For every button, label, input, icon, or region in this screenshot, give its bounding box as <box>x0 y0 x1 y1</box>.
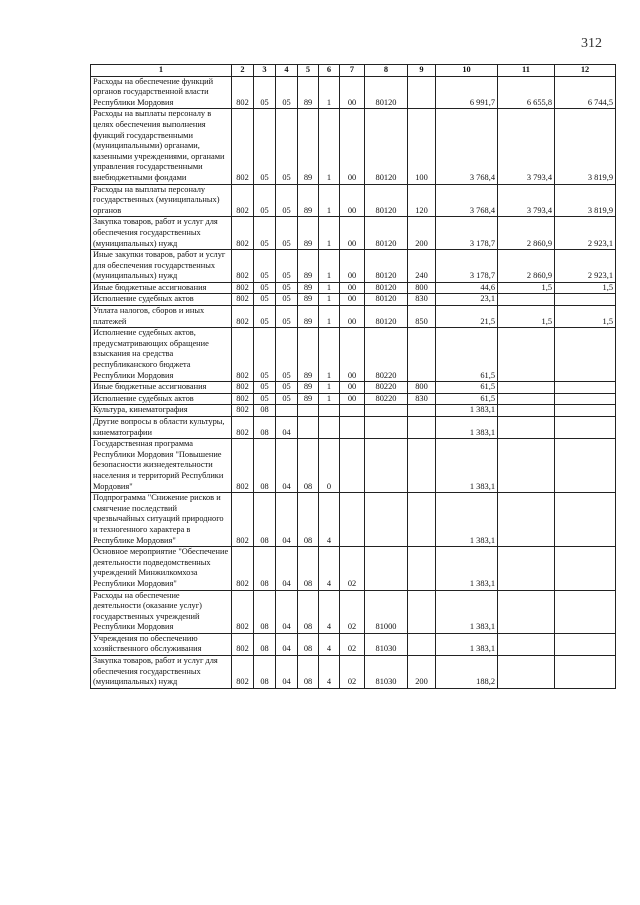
amount-year-3 <box>555 328 616 382</box>
subprogram-code: 4 <box>319 633 340 655</box>
event-code: 00 <box>340 328 365 382</box>
amount-year-1: 3 178,7 <box>436 250 498 283</box>
amount-year-1: 3 768,4 <box>436 184 498 217</box>
column-header: 2 <box>232 65 254 77</box>
amount-year-1: 23,1 <box>436 294 498 306</box>
expense-code <box>365 439 408 493</box>
table-body <box>91 76 616 688</box>
section-code: 05 <box>254 76 276 109</box>
amount-year-2: 6 655,8 <box>498 76 555 109</box>
amount-year-2 <box>498 405 555 417</box>
expense-code: 80120 <box>365 184 408 217</box>
table-row <box>91 393 616 405</box>
amount-year-1: 188,2 <box>436 656 498 689</box>
amount-year-3 <box>555 547 616 590</box>
amount-year-2 <box>498 393 555 405</box>
program-code: 08 <box>298 633 319 655</box>
type-code: 240 <box>408 250 436 283</box>
amount-year-2 <box>498 382 555 394</box>
amount-year-1: 1 383,1 <box>436 547 498 590</box>
type-code <box>408 417 436 439</box>
type-code: 830 <box>408 393 436 405</box>
subprogram-code: 4 <box>319 590 340 633</box>
row-name: Иные бюджетные ассигнования <box>91 282 232 294</box>
amount-year-3 <box>555 294 616 306</box>
program-code <box>298 417 319 439</box>
program-code: 08 <box>298 590 319 633</box>
table-row <box>91 547 616 590</box>
subsection-code: 05 <box>276 306 298 328</box>
subsection-code: 05 <box>276 250 298 283</box>
subsection-code: 04 <box>276 493 298 547</box>
type-code: 100 <box>408 109 436 184</box>
row-name: Расходы на обеспечение деятельности (оказание услуг) государственных учреждений Республики Мордовия <box>91 590 232 633</box>
row-name: Подпрограмма "Снижение рисков и смягчение последствий чрезвычайных ситуаций природного и техногенного характера в Республике Мордовия" <box>91 493 232 547</box>
amount-year-1: 1 383,1 <box>436 439 498 493</box>
subsection-code: 05 <box>276 282 298 294</box>
section-code: 08 <box>254 656 276 689</box>
table-row <box>91 250 616 283</box>
table-header-row <box>91 65 616 77</box>
event-code: 02 <box>340 547 365 590</box>
program-code: 89 <box>298 109 319 184</box>
event-code <box>340 439 365 493</box>
section-code: 05 <box>254 382 276 394</box>
expense-code: 80220 <box>365 382 408 394</box>
type-code <box>408 76 436 109</box>
event-code: 00 <box>340 294 365 306</box>
amount-year-3: 3 819,9 <box>555 109 616 184</box>
subprogram-code <box>319 405 340 417</box>
amount-year-3 <box>555 417 616 439</box>
subprogram-code: 4 <box>319 656 340 689</box>
type-code <box>408 633 436 655</box>
amount-year-2 <box>498 328 555 382</box>
row-name: Исполнение судебных актов <box>91 294 232 306</box>
section-code: 08 <box>254 439 276 493</box>
chapter-code: 802 <box>232 294 254 306</box>
section-code: 08 <box>254 493 276 547</box>
table-row <box>91 217 616 250</box>
row-name: Учреждения по обеспечению хозяйственного обслуживания <box>91 633 232 655</box>
subsection-code: 04 <box>276 590 298 633</box>
expense-code <box>365 417 408 439</box>
row-name: Исполнение судебных актов <box>91 393 232 405</box>
event-code <box>340 493 365 547</box>
event-code: 02 <box>340 656 365 689</box>
amount-year-3: 2 923,1 <box>555 250 616 283</box>
section-code: 05 <box>254 217 276 250</box>
row-name: Закупка товаров, работ и услуг для обеспечения государственных (муниципальных) нужд <box>91 217 232 250</box>
subprogram-code: 1 <box>319 76 340 109</box>
amount-year-1: 61,5 <box>436 382 498 394</box>
column-header: 1 <box>91 65 232 77</box>
chapter-code: 802 <box>232 184 254 217</box>
type-code: 850 <box>408 306 436 328</box>
subprogram-code: 1 <box>319 184 340 217</box>
program-code: 89 <box>298 76 319 109</box>
subsection-code: 05 <box>276 382 298 394</box>
section-code: 08 <box>254 590 276 633</box>
amount-year-3 <box>555 656 616 689</box>
subsection-code: 05 <box>276 109 298 184</box>
amount-year-3: 1,5 <box>555 306 616 328</box>
table-row <box>91 439 616 493</box>
type-code: 200 <box>408 217 436 250</box>
program-code: 89 <box>298 250 319 283</box>
table-row <box>91 294 616 306</box>
chapter-code: 802 <box>232 417 254 439</box>
amount-year-3: 6 744,5 <box>555 76 616 109</box>
amount-year-3 <box>555 405 616 417</box>
column-header: 3 <box>254 65 276 77</box>
expense-code: 81030 <box>365 633 408 655</box>
table-row <box>91 417 616 439</box>
amount-year-2 <box>498 493 555 547</box>
column-header: 10 <box>436 65 498 77</box>
event-code: 00 <box>340 393 365 405</box>
event-code: 02 <box>340 590 365 633</box>
subprogram-code: 1 <box>319 294 340 306</box>
column-header: 6 <box>319 65 340 77</box>
chapter-code: 802 <box>232 590 254 633</box>
amount-year-2 <box>498 590 555 633</box>
row-name: Закупка товаров, работ и услуг для обеспечения государственных (муниципальных) нужд <box>91 656 232 689</box>
section-code: 05 <box>254 328 276 382</box>
type-code: 800 <box>408 382 436 394</box>
chapter-code: 802 <box>232 439 254 493</box>
subsection-code: 04 <box>276 633 298 655</box>
table-row <box>91 656 616 689</box>
table-row <box>91 590 616 633</box>
amount-year-3 <box>555 590 616 633</box>
expense-code: 80120 <box>365 76 408 109</box>
section-code: 08 <box>254 417 276 439</box>
subprogram-code: 0 <box>319 439 340 493</box>
chapter-code: 802 <box>232 633 254 655</box>
subsection-code: 04 <box>276 656 298 689</box>
column-header: 5 <box>298 65 319 77</box>
chapter-code: 802 <box>232 217 254 250</box>
row-name: Расходы на обеспечение функций органов государственной власти Республики Мордовия <box>91 76 232 109</box>
expense-code: 80120 <box>365 217 408 250</box>
expense-code <box>365 405 408 417</box>
chapter-code: 802 <box>232 656 254 689</box>
subprogram-code: 1 <box>319 382 340 394</box>
type-code: 800 <box>408 282 436 294</box>
amount-year-1: 6 991,7 <box>436 76 498 109</box>
table-row <box>91 493 616 547</box>
amount-year-2 <box>498 294 555 306</box>
table-row <box>91 328 616 382</box>
event-code: 00 <box>340 382 365 394</box>
row-name: Расходы на выплаты персоналу государственных (муниципальных) органов <box>91 184 232 217</box>
amount-year-1: 1 383,1 <box>436 633 498 655</box>
event-code: 02 <box>340 633 365 655</box>
row-name: Основное мероприятие "Обеспечение деятельности подведомственных учреждений Минжилкомхоза Республики Мордовия" <box>91 547 232 590</box>
program-code: 89 <box>298 393 319 405</box>
program-code: 89 <box>298 282 319 294</box>
amount-year-2: 3 793,4 <box>498 184 555 217</box>
row-name: Исполнение судебных актов, предусматривающих обращение взыскания на средства республиканского бюджета Республики Мордовия <box>91 328 232 382</box>
amount-year-1: 1 383,1 <box>436 417 498 439</box>
amount-year-3 <box>555 382 616 394</box>
subprogram-code: 1 <box>319 217 340 250</box>
program-code: 08 <box>298 439 319 493</box>
event-code: 00 <box>340 184 365 217</box>
type-code <box>408 547 436 590</box>
column-header: 7 <box>340 65 365 77</box>
expense-code: 81000 <box>365 590 408 633</box>
type-code <box>408 405 436 417</box>
event-code <box>340 417 365 439</box>
row-name: Уплата налогов, сборов и иных платежей <box>91 306 232 328</box>
program-code: 89 <box>298 217 319 250</box>
program-code: 89 <box>298 294 319 306</box>
program-code: 08 <box>298 656 319 689</box>
subsection-code: 05 <box>276 76 298 109</box>
subsection-code: 04 <box>276 439 298 493</box>
program-code: 08 <box>298 547 319 590</box>
section-code: 08 <box>254 547 276 590</box>
column-header: 4 <box>276 65 298 77</box>
expense-code: 80120 <box>365 294 408 306</box>
event-code: 00 <box>340 76 365 109</box>
subprogram-code: 4 <box>319 547 340 590</box>
column-header: 9 <box>408 65 436 77</box>
section-code: 05 <box>254 393 276 405</box>
row-name: Государственная программа Республики Мордовия "Повышение безопасности жизнедеятельности населения и территорий Республики Мордовия" <box>91 439 232 493</box>
section-code: 08 <box>254 633 276 655</box>
expense-code: 80220 <box>365 393 408 405</box>
subsection-code: 05 <box>276 393 298 405</box>
event-code: 00 <box>340 306 365 328</box>
chapter-code: 802 <box>232 493 254 547</box>
amount-year-1: 1 383,1 <box>436 405 498 417</box>
subsection-code: 05 <box>276 217 298 250</box>
program-code: 89 <box>298 328 319 382</box>
amount-year-1: 3 178,7 <box>436 217 498 250</box>
amount-year-1: 21,5 <box>436 306 498 328</box>
expense-code: 80120 <box>365 282 408 294</box>
table-row <box>91 76 616 109</box>
program-code: 89 <box>298 184 319 217</box>
row-name: Культура, кинематография <box>91 405 232 417</box>
chapter-code: 802 <box>232 547 254 590</box>
table-row <box>91 306 616 328</box>
amount-year-2 <box>498 417 555 439</box>
amount-year-1: 44,6 <box>436 282 498 294</box>
amount-year-1: 61,5 <box>436 393 498 405</box>
section-code: 05 <box>254 306 276 328</box>
section-code: 05 <box>254 294 276 306</box>
subprogram-code: 1 <box>319 393 340 405</box>
section-code: 05 <box>254 282 276 294</box>
expense-code: 80220 <box>365 328 408 382</box>
chapter-code: 802 <box>232 405 254 417</box>
amount-year-2: 1,5 <box>498 282 555 294</box>
table-row <box>91 405 616 417</box>
subsection-code: 05 <box>276 184 298 217</box>
type-code <box>408 439 436 493</box>
amount-year-2 <box>498 656 555 689</box>
subprogram-code: 1 <box>319 109 340 184</box>
amount-year-1: 1 383,1 <box>436 493 498 547</box>
section-code: 05 <box>254 250 276 283</box>
program-code <box>298 405 319 417</box>
section-code: 05 <box>254 184 276 217</box>
type-code: 120 <box>408 184 436 217</box>
column-header: 8 <box>365 65 408 77</box>
amount-year-2: 2 860,9 <box>498 217 555 250</box>
amount-year-2: 3 793,4 <box>498 109 555 184</box>
row-name: Иные закупки товаров, работ и услуг для обеспечения государственных (муниципальных) нужд <box>91 250 232 283</box>
amount-year-3: 3 819,9 <box>555 184 616 217</box>
type-code <box>408 493 436 547</box>
subsection-code: 05 <box>276 328 298 382</box>
chapter-code: 802 <box>232 250 254 283</box>
subprogram-code: 1 <box>319 282 340 294</box>
table-row <box>91 109 616 184</box>
table-row <box>91 184 616 217</box>
subprogram-code: 1 <box>319 328 340 382</box>
table-row <box>91 382 616 394</box>
amount-year-3 <box>555 439 616 493</box>
amount-year-2 <box>498 633 555 655</box>
amount-year-2: 1,5 <box>498 306 555 328</box>
page-number: 312 <box>581 36 602 51</box>
expense-code: 80120 <box>365 109 408 184</box>
amount-year-2 <box>498 547 555 590</box>
program-code: 08 <box>298 493 319 547</box>
chapter-code: 802 <box>232 328 254 382</box>
section-code: 05 <box>254 109 276 184</box>
subprogram-code: 1 <box>319 250 340 283</box>
type-code: 830 <box>408 294 436 306</box>
amount-year-2: 2 860,9 <box>498 250 555 283</box>
chapter-code: 802 <box>232 382 254 394</box>
program-code: 89 <box>298 306 319 328</box>
type-code <box>408 328 436 382</box>
type-code <box>408 590 436 633</box>
chapter-code: 802 <box>232 282 254 294</box>
subsection-code: 05 <box>276 294 298 306</box>
subsection-code: 04 <box>276 547 298 590</box>
amount-year-3 <box>555 633 616 655</box>
amount-year-2 <box>498 439 555 493</box>
table-row <box>91 282 616 294</box>
chapter-code: 802 <box>232 109 254 184</box>
amount-year-3 <box>555 393 616 405</box>
event-code: 00 <box>340 217 365 250</box>
event-code: 00 <box>340 282 365 294</box>
chapter-code: 802 <box>232 76 254 109</box>
subprogram-code: 1 <box>319 306 340 328</box>
expense-code: 81030 <box>365 656 408 689</box>
event-code: 00 <box>340 250 365 283</box>
section-code: 08 <box>254 405 276 417</box>
row-name: Иные бюджетные ассигнования <box>91 382 232 394</box>
row-name: Другие вопросы в области культуры, кинематографии <box>91 417 232 439</box>
event-code <box>340 405 365 417</box>
type-code: 200 <box>408 656 436 689</box>
event-code: 00 <box>340 109 365 184</box>
amount-year-1: 1 383,1 <box>436 590 498 633</box>
expense-code <box>365 547 408 590</box>
chapter-code: 802 <box>232 393 254 405</box>
subprogram-code: 4 <box>319 493 340 547</box>
expense-code <box>365 493 408 547</box>
amount-year-1: 3 768,4 <box>436 109 498 184</box>
table-row <box>91 633 616 655</box>
expense-code: 80120 <box>365 250 408 283</box>
chapter-code: 802 <box>232 306 254 328</box>
amount-year-3 <box>555 493 616 547</box>
program-code: 89 <box>298 382 319 394</box>
subsection-code <box>276 405 298 417</box>
amount-year-3: 1,5 <box>555 282 616 294</box>
subsection-code: 04 <box>276 417 298 439</box>
column-header: 12 <box>555 65 616 77</box>
subprogram-code <box>319 417 340 439</box>
amount-year-1: 61,5 <box>436 328 498 382</box>
budget-table <box>90 64 616 689</box>
expense-code: 80120 <box>365 306 408 328</box>
amount-year-3: 2 923,1 <box>555 217 616 250</box>
column-header: 11 <box>498 65 555 77</box>
row-name: Расходы на выплаты персоналу в целях обеспечения выполнения функций государственными (муниципальными) органами, казенными учреждениями, органами управления государственными внебюджетными фондами <box>91 109 232 184</box>
